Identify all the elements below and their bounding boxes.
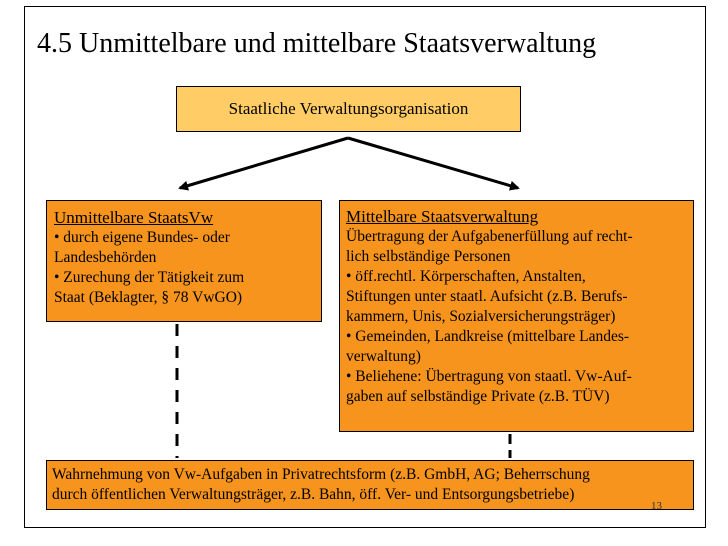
indirect-administration-line: Stiftungen unter staatl. Aufsicht (z.B. Berufs- [346,288,628,305]
state-administration-box [176,86,521,132]
private-law-form-line: durch öffentlichen Verwaltungsträger, z.B. Bahn, öff. Ver- und Entsorgungsbetriebe) [52,486,575,503]
indirect-administration-heading: Mittelbare Staatsverwaltung [346,207,539,226]
indirect-administration-line: verwaltung) [346,348,421,365]
direct-administration-line: Staat (Beklagter, § 78 VwGO) [54,289,243,306]
arrow-to-mid-box [348,138,518,188]
state-administration-label: Staatliche Verwaltungsorganisation [228,99,469,118]
direct-administration-heading: Unmittelbare StaatsVw [54,208,214,227]
private-law-form-box [46,460,694,510]
indirect-administration-line: lich selbständige Personen [346,248,511,265]
indirect-administration-line: gaben auf selbständige Private (z.B. TÜV) [346,388,610,405]
indirect-administration-line: • Beliehene: Übertragung von staatl. Vw-Auf- [346,368,632,385]
direct-administration-line: • durch eigene Bundes- oder [54,229,230,246]
direct-administration-line: Landesbehörden [54,249,157,266]
page-number: 13 [651,500,662,512]
private-law-form-line: Wahrnehmung von Vw-Aufgaben in Privatrechtsform (z.B. GmbH, AG; Beherrschung [52,466,590,483]
indirect-administration-line: Übertragung der Aufgabenerfüllung auf recht- [346,228,633,245]
arrow-to-left-box [180,138,348,188]
indirect-administration-box [339,200,694,432]
direct-administration-line: • Zurechung der Tätigkeit zum [54,269,245,286]
slide-title: 4.5 Unmittelbare und mittelbare Staatsverwaltung [37,28,597,59]
indirect-administration-line: kammern, Unis, Sozialversicherungsträger) [346,308,616,325]
indirect-administration-line: • Gemeinden, Landkreise (mittelbare Landes- [346,328,630,345]
direct-administration-box [46,200,322,322]
indirect-administration-line: • öff.rechtl. Körperschaften, Anstalten, [346,268,586,285]
